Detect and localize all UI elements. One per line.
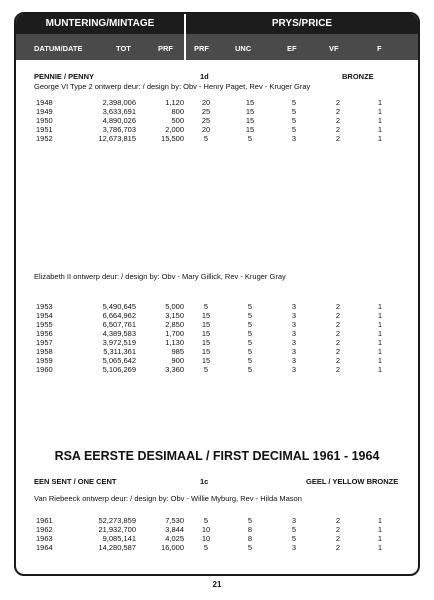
table-row xyxy=(36,525,400,534)
table-cell: 15 xyxy=(201,311,211,320)
table-cell: 52,273,859 xyxy=(98,516,136,525)
table-cell: 3 xyxy=(291,347,297,356)
table-cell: 2,000 xyxy=(165,125,184,134)
table-cell: 15 xyxy=(245,107,255,116)
section-penny-designer: George VI Type 2 ontwerp deur: / design by: Obv - Henry Paget, Rev - Kruger Gray xyxy=(34,82,311,91)
table-cell: 8 xyxy=(247,525,253,534)
table-cell: 3 xyxy=(291,356,297,365)
table-cell: 1961 xyxy=(36,516,53,525)
table-cell: 5,490,645 xyxy=(102,302,136,311)
table-cell: 3 xyxy=(291,516,297,525)
table-cell: 15 xyxy=(245,98,255,107)
table-cell: 5 xyxy=(247,516,253,525)
table-cell: 1 xyxy=(377,302,383,311)
page-number: 21 xyxy=(212,580,222,589)
penny-elizabeth-table xyxy=(36,302,400,374)
section-penny-name: PENNIE / PENNY xyxy=(34,72,95,81)
cent-van-riebeeck-table xyxy=(36,516,400,552)
table-cell: 800 xyxy=(171,107,184,116)
table-cell: 8 xyxy=(247,534,253,543)
section-cent-metal: GEEL / YELLOW BRONZE xyxy=(306,477,399,486)
table-cell: 20 xyxy=(201,98,211,107)
table-cell: 1,120 xyxy=(165,98,184,107)
table-cell: 2 xyxy=(335,311,341,320)
col-f: F xyxy=(377,44,382,53)
table-cell: 1956 xyxy=(36,329,53,338)
table-cell: 10 xyxy=(201,534,211,543)
table-cell: 1 xyxy=(377,356,383,365)
table-cell: 2 xyxy=(335,516,341,525)
table-cell: 5 xyxy=(247,338,253,347)
table-cell: 5 xyxy=(247,347,253,356)
table-row xyxy=(36,365,400,374)
table-cell: 1957 xyxy=(36,338,53,347)
table-cell: 1951 xyxy=(36,125,53,134)
table-cell: 3,786,703 xyxy=(102,125,136,134)
table-cell: 985 xyxy=(171,347,184,356)
table-cell: 900 xyxy=(171,356,184,365)
table-cell: 3,633,691 xyxy=(102,107,136,116)
table-cell: 2 xyxy=(335,98,341,107)
table-cell: 1 xyxy=(377,525,383,534)
table-cell: 3 xyxy=(291,320,297,329)
table-cell: 1962 xyxy=(36,525,53,534)
table-cell: 1 xyxy=(377,134,383,143)
col-date: DATUM/DATE xyxy=(34,44,83,53)
table-row xyxy=(36,107,400,116)
table-cell: 10 xyxy=(201,525,211,534)
table-cell: 3 xyxy=(291,329,297,338)
table-cell: 5,000 xyxy=(165,302,184,311)
table-cell: 5 xyxy=(291,98,297,107)
col-ef: EF xyxy=(287,44,297,53)
table-row xyxy=(36,98,400,107)
table-cell: 1954 xyxy=(36,311,53,320)
table-cell: 5 xyxy=(291,107,297,116)
table-cell: 2 xyxy=(335,302,341,311)
table-cell: 2 xyxy=(335,365,341,374)
table-cell: 1959 xyxy=(36,356,53,365)
mintage-heading: MUNTERING/MINTAGE xyxy=(45,18,155,29)
table-cell: 2 xyxy=(335,356,341,365)
table-cell: 15,500 xyxy=(161,134,184,143)
table-cell: 2 xyxy=(335,534,341,543)
table-cell: 4,389,583 xyxy=(102,329,136,338)
penny-george-vi-table xyxy=(36,98,400,143)
table-cell: 2 xyxy=(335,525,341,534)
table-cell: 6,664,962 xyxy=(102,311,136,320)
table-cell: 5 xyxy=(247,365,253,374)
table-cell: 3,844 xyxy=(165,525,184,534)
table-cell: 500 xyxy=(171,116,184,125)
table-cell: 2 xyxy=(335,116,341,125)
table-cell: 1 xyxy=(377,311,383,320)
header-band xyxy=(16,14,418,34)
table-row xyxy=(36,516,400,525)
table-cell: 2 xyxy=(335,338,341,347)
table-cell: 2 xyxy=(335,134,341,143)
table-cell: 1949 xyxy=(36,107,53,116)
section-elizabeth-designer: Elizabeth II ontwerp deur: / design by: Obv - Mary Gillick, Rev - Kruger Gray xyxy=(34,272,286,281)
table-cell: 16,000 xyxy=(161,543,184,552)
table-cell: 5 xyxy=(291,534,297,543)
section-cent-denomination: 1c xyxy=(200,477,209,486)
table-cell: 25 xyxy=(201,116,211,125)
table-row xyxy=(36,534,400,543)
table-cell: 5 xyxy=(247,311,253,320)
table-cell: 4,890,026 xyxy=(102,116,136,125)
table-cell: 15 xyxy=(201,338,211,347)
table-cell: 2 xyxy=(335,347,341,356)
table-row xyxy=(36,302,400,311)
table-cell: 1960 xyxy=(36,365,53,374)
table-cell: 1958 xyxy=(36,347,53,356)
table-cell: 3 xyxy=(291,338,297,347)
table-cell: 14,280,587 xyxy=(98,543,136,552)
table-cell: 5 xyxy=(247,302,253,311)
table-cell: 1,130 xyxy=(165,338,184,347)
table-cell: 1 xyxy=(377,116,383,125)
col-price-proof: PRF xyxy=(194,44,209,53)
table-cell: 15 xyxy=(201,320,211,329)
table-cell: 5 xyxy=(203,365,209,374)
table-cell: 3 xyxy=(291,543,297,552)
table-cell: 3 xyxy=(291,365,297,374)
table-cell: 1 xyxy=(377,338,383,347)
table-cell: 1 xyxy=(377,543,383,552)
table-cell: 5 xyxy=(291,525,297,534)
table-cell: 1950 xyxy=(36,116,53,125)
table-cell: 1 xyxy=(377,516,383,525)
table-row xyxy=(36,320,400,329)
table-row xyxy=(36,356,400,365)
table-cell: 25 xyxy=(201,107,211,116)
table-cell: 3 xyxy=(291,134,297,143)
table-row xyxy=(36,338,400,347)
table-cell: 1 xyxy=(377,365,383,374)
table-cell: 2 xyxy=(335,543,341,552)
table-cell: 7,530 xyxy=(165,516,184,525)
table-cell: 2 xyxy=(335,320,341,329)
table-cell: 1 xyxy=(377,320,383,329)
table-cell: 12,673,815 xyxy=(98,134,136,143)
col-proof: PRF xyxy=(158,44,173,53)
table-row xyxy=(36,543,400,552)
table-cell: 15 xyxy=(201,329,211,338)
table-row xyxy=(36,134,400,143)
table-row xyxy=(36,125,400,134)
table-cell: 3,972,519 xyxy=(102,338,136,347)
section-cent-name: EEN SENT / ONE CENT xyxy=(34,477,117,486)
table-cell: 2,850 xyxy=(165,320,184,329)
table-cell: 5 xyxy=(203,134,209,143)
table-cell: 5,065,642 xyxy=(102,356,136,365)
table-cell: 5 xyxy=(247,329,253,338)
table-cell: 9,085,141 xyxy=(102,534,136,543)
table-row xyxy=(36,116,400,125)
first-decimal-title: RSA EERSTE DESIMAAL / FIRST DECIMAL 1961 - 1964 xyxy=(54,449,380,463)
table-cell: 1953 xyxy=(36,302,53,311)
table-cell: 15 xyxy=(201,356,211,365)
table-cell: 5 xyxy=(291,116,297,125)
table-cell: 1955 xyxy=(36,320,53,329)
table-cell: 21,932,700 xyxy=(98,525,136,534)
table-cell: 2,398,006 xyxy=(102,98,136,107)
table-cell: 2 xyxy=(335,329,341,338)
table-cell: 15 xyxy=(245,116,255,125)
table-cell: 1963 xyxy=(36,534,53,543)
table-cell: 5 xyxy=(247,356,253,365)
table-cell: 5 xyxy=(203,543,209,552)
table-cell: 5 xyxy=(203,302,209,311)
page-frame xyxy=(14,12,420,576)
section-cent-designer: Van Riebeeck ontwerp deur: / design by: Obv - Willie Myburg, Rev - Hilda Mason xyxy=(34,494,302,503)
table-row xyxy=(36,329,400,338)
table-cell: 5 xyxy=(247,134,253,143)
table-cell: 1948 xyxy=(36,98,53,107)
table-cell: 3 xyxy=(291,302,297,311)
price-heading: PRYS/PRICE xyxy=(271,18,333,29)
table-cell: 20 xyxy=(201,125,211,134)
table-cell: 5,106,269 xyxy=(102,365,136,374)
table-cell: 2 xyxy=(335,107,341,116)
table-cell: 1 xyxy=(377,329,383,338)
table-cell: 1 xyxy=(377,107,383,116)
table-cell: 1,700 xyxy=(165,329,184,338)
table-cell: 5 xyxy=(247,320,253,329)
table-cell: 5,311,361 xyxy=(103,347,136,356)
table-cell: 2 xyxy=(335,125,341,134)
col-unc: UNC xyxy=(235,44,252,53)
table-cell: 1964 xyxy=(36,543,53,552)
table-cell: 5 xyxy=(247,543,253,552)
column-header-band xyxy=(16,34,418,60)
table-cell: 15 xyxy=(245,125,255,134)
col-vf: VF xyxy=(329,44,339,53)
table-cell: 15 xyxy=(201,347,211,356)
table-row xyxy=(36,347,400,356)
col-total: TOT xyxy=(116,44,131,53)
table-cell: 3,150 xyxy=(165,311,184,320)
table-row xyxy=(36,311,400,320)
table-cell: 1 xyxy=(377,98,383,107)
table-cell: 1 xyxy=(377,125,383,134)
table-cell: 3 xyxy=(291,311,297,320)
section-penny-metal: BRONZE xyxy=(342,72,374,81)
table-cell: 4,025 xyxy=(165,534,184,543)
table-cell: 1 xyxy=(377,347,383,356)
table-cell: 5 xyxy=(291,125,297,134)
table-cell: 1 xyxy=(377,534,383,543)
table-cell: 6,507,761 xyxy=(102,320,136,329)
section-penny-denomination: 1d xyxy=(200,72,209,81)
table-cell: 1952 xyxy=(36,134,53,143)
table-cell: 3,360 xyxy=(165,365,184,374)
table-cell: 5 xyxy=(203,516,209,525)
